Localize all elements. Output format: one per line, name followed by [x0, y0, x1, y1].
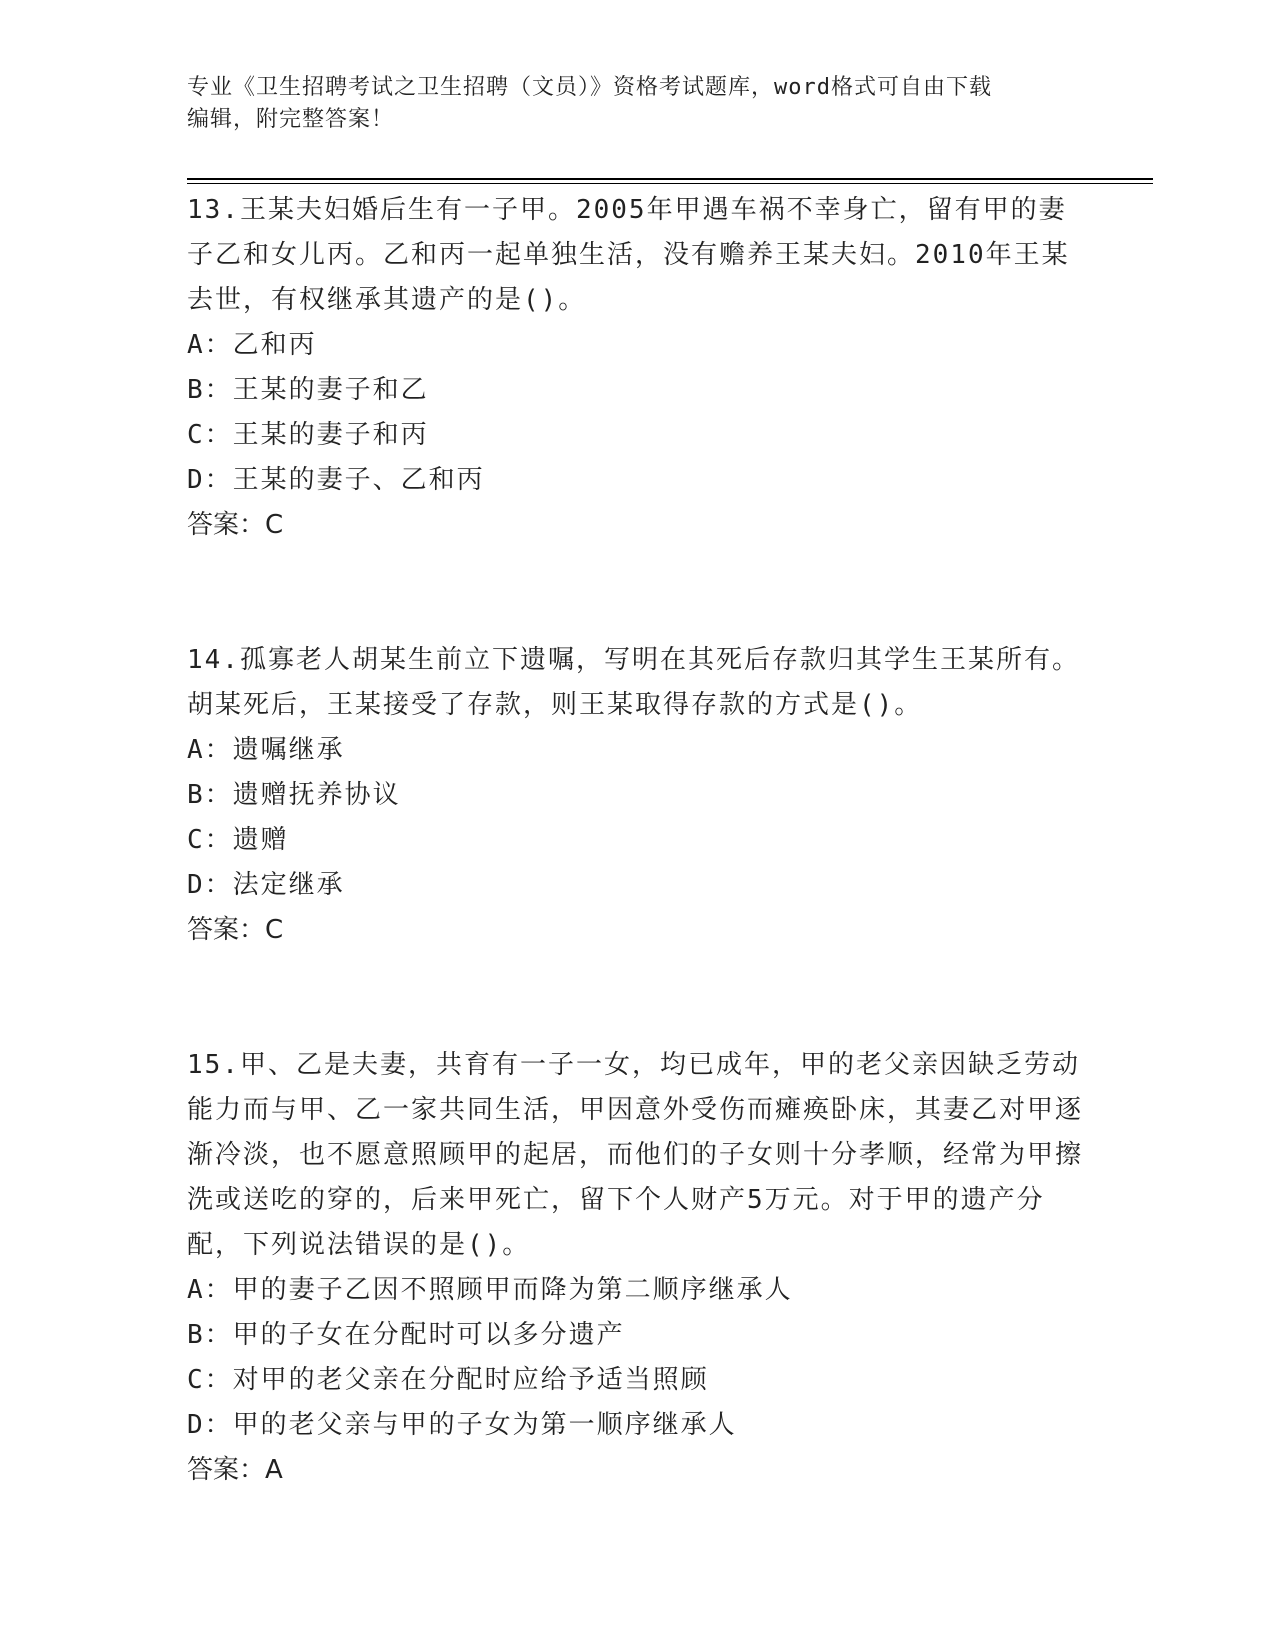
option-c: C：对甲的老父亲在分配时应给予适当照顾	[187, 1365, 709, 1395]
option-d: D：法定继承	[187, 870, 345, 900]
header-divider-thin	[187, 183, 1153, 184]
option-d: D：甲的老父亲与甲的子女为第一顺序继承人	[187, 1410, 737, 1440]
question-text: 15.甲、乙是夫妻，共育有一子一女，均已成年，甲的老父亲因缺乏劳动能力而与甲、乙一家共同生活，甲因意外受伤而瘫痪卧床，其妻乙对甲逐渐冷淡，也不愿意照顾甲的起居，而他们的子女则十分孝顺，经常为甲擦洗或送吃的穿的，后来甲死亡，留下个人财产5万元。对于甲的遗产分配，下列说法错误的是()。	[187, 1050, 1084, 1260]
header-line-1: 专业《卫生招聘考试之卫生招聘（文员）》资格考试题库，word格式可自由下载	[187, 75, 992, 100]
question-15	[187, 1043, 1087, 1493]
option-c: C：遗赠	[187, 825, 289, 855]
option-a: A：乙和丙	[187, 330, 317, 360]
question-text: 14.孤寡老人胡某生前立下遗嘱，写明在其死后存款归其学生王某所有。胡某死后，王某接受了存款，则王某取得存款的方式是()。	[187, 645, 1080, 720]
option-b: B：甲的子女在分配时可以多分遗产	[187, 1320, 625, 1350]
option-d: D：王某的妻子、乙和丙	[187, 465, 485, 495]
question-text: 13.王某夫妇婚后生有一子甲。2005年甲遇车祸不幸身亡，留有甲的妻子乙和女儿丙。乙和丙一起单独生活，没有赡养王某夫妇。2010年王某去世，有权继承其遗产的是()。	[187, 195, 1070, 315]
option-a: A：甲的妻子乙因不照顾甲而降为第二顺序继承人	[187, 1275, 793, 1305]
option-b: B：王某的妻子和乙	[187, 375, 429, 405]
question-spacer	[187, 548, 1087, 638]
document-header	[187, 72, 1067, 136]
answer-label: 答案：C	[187, 915, 284, 945]
option-c: C：王某的妻子和丙	[187, 420, 429, 450]
answer-label: 答案：A	[187, 1455, 283, 1485]
question-13	[187, 188, 1087, 548]
question-spacer	[187, 953, 1087, 1043]
header-line-2: 编辑，附完整答案！	[187, 107, 395, 132]
header-divider-thick	[187, 178, 1153, 180]
option-a: A：遗嘱继承	[187, 735, 345, 765]
question-14	[187, 638, 1087, 953]
answer-label: 答案：C	[187, 510, 284, 540]
question-list	[187, 188, 1087, 1493]
option-b: B：遗赠抚养协议	[187, 780, 401, 810]
